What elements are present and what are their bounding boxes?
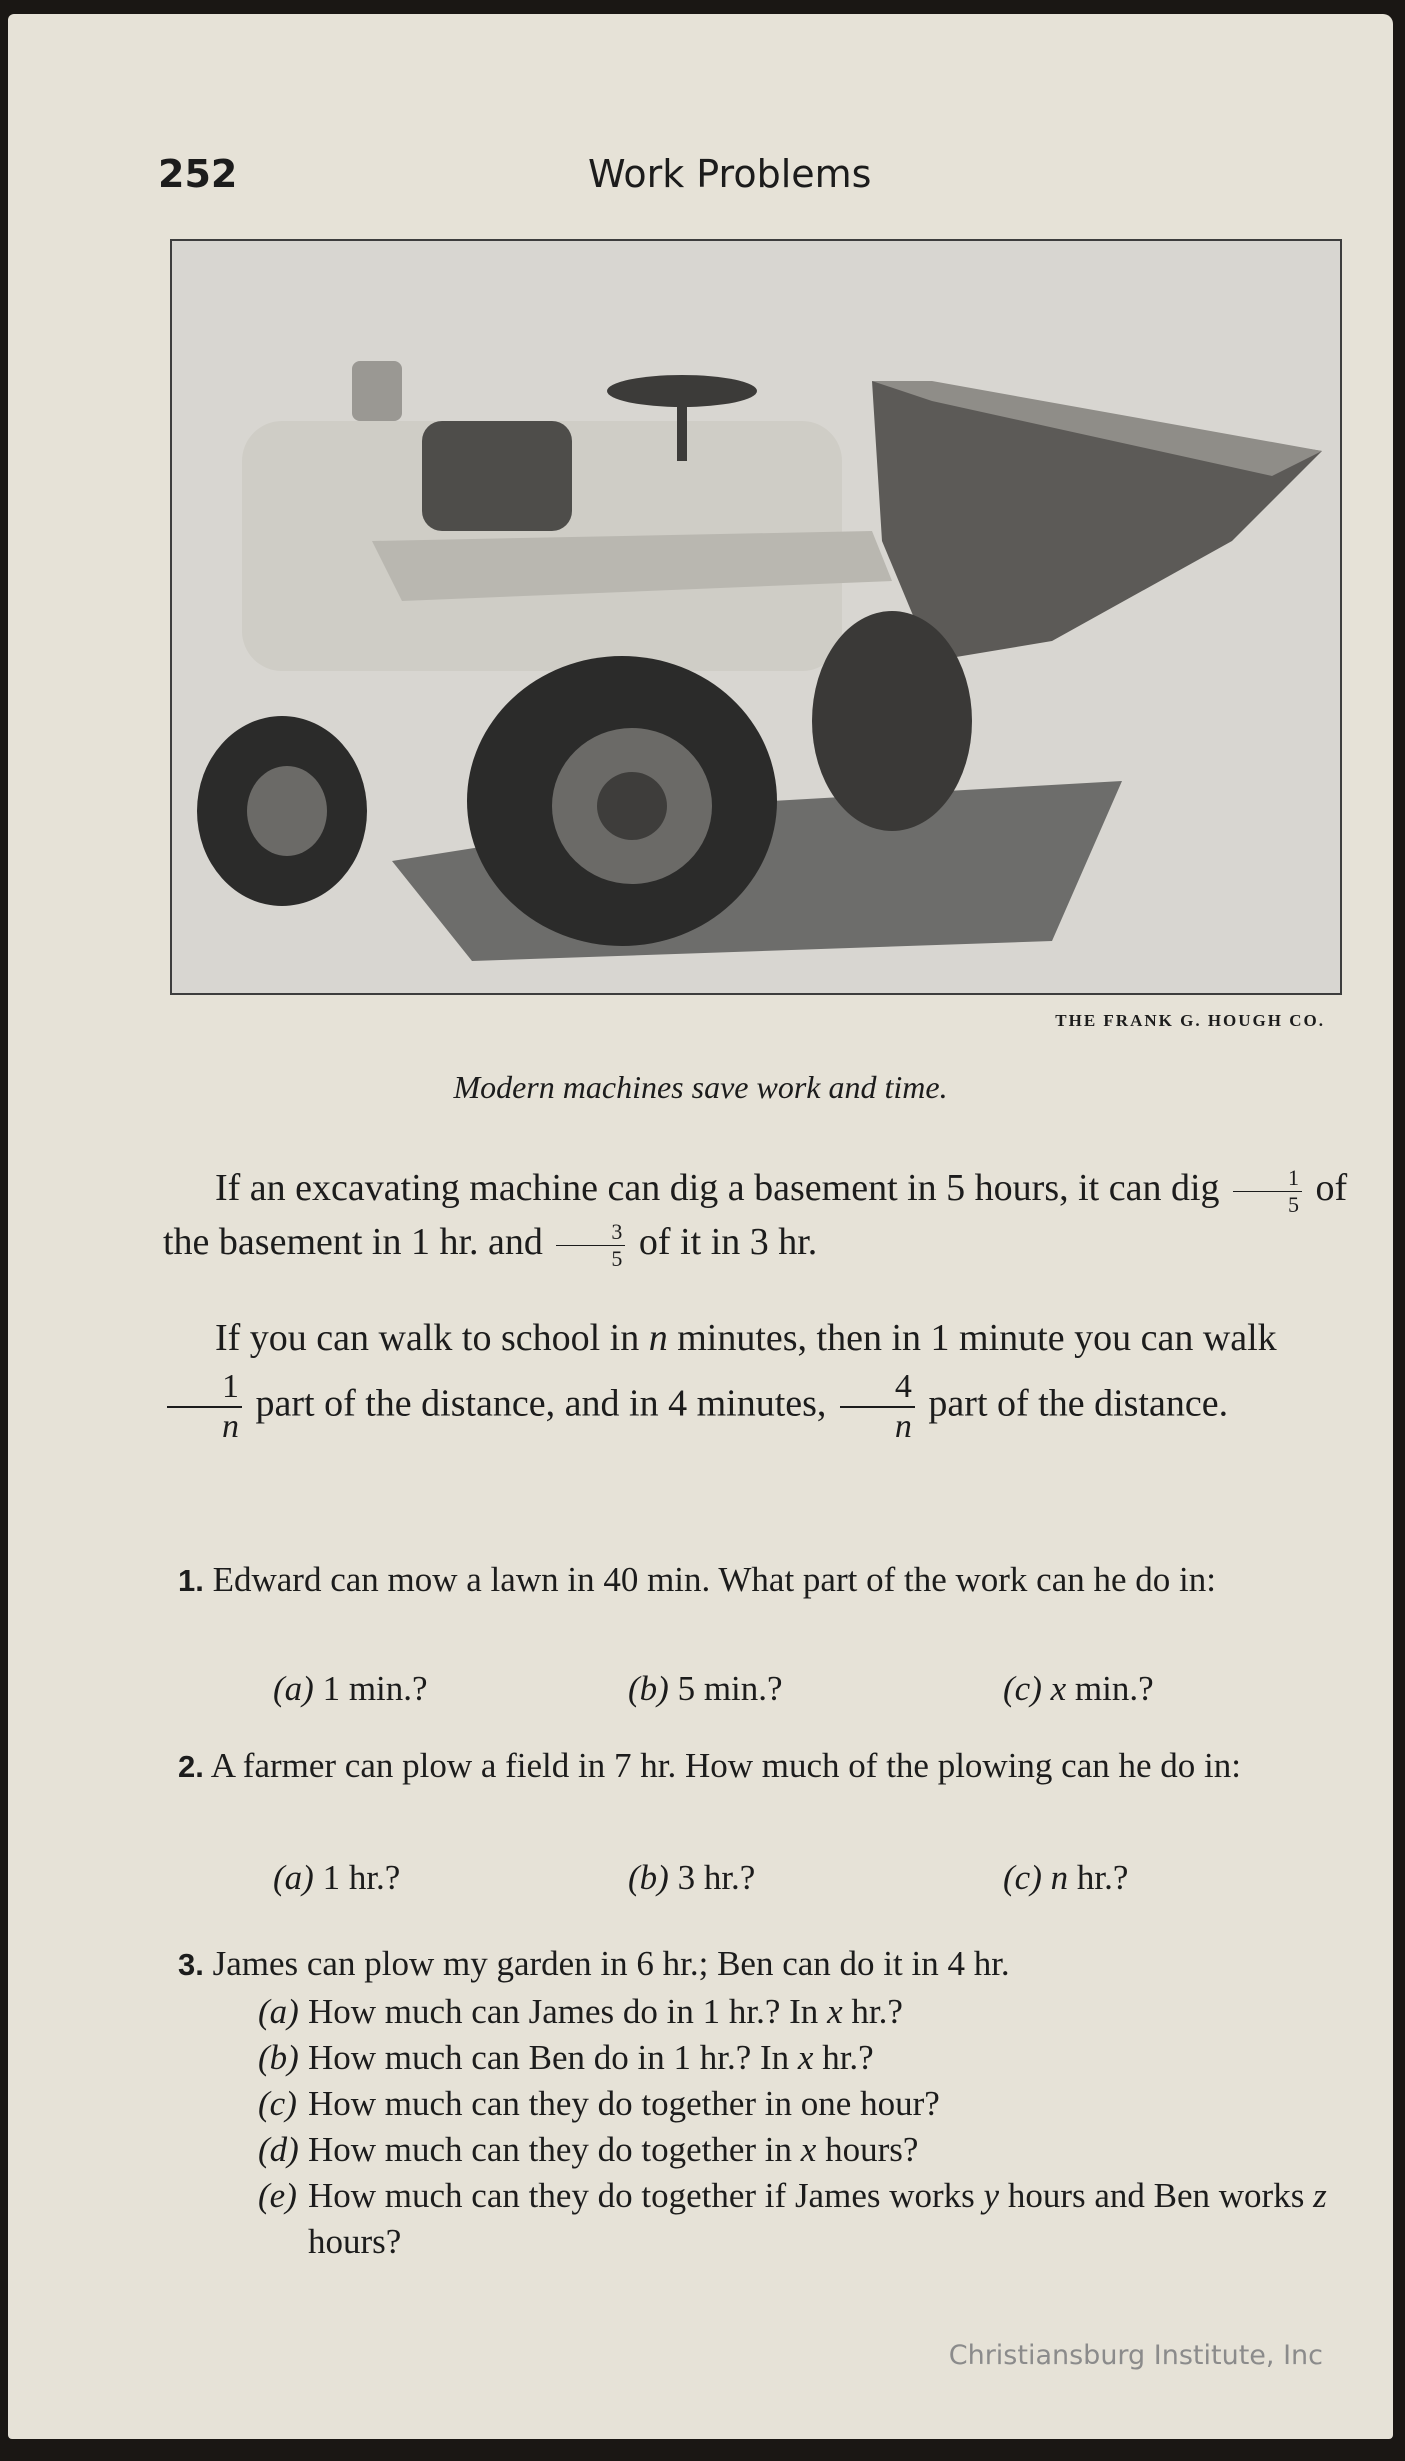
part-text: How much can they do together in one hour? bbox=[308, 2084, 940, 2123]
intro-paragraph-2 bbox=[163, 1306, 1358, 1444]
intro-p2-text-d: part of the distance. bbox=[928, 1382, 1229, 1425]
part-label: (a) bbox=[258, 1992, 299, 2031]
option-label: (b) bbox=[628, 1669, 669, 1708]
option-label: (c) bbox=[1003, 1669, 1042, 1708]
part-text-1: How much can they do together if James works bbox=[308, 2176, 975, 2215]
intro-p1-text-c: of it in 3 hr. bbox=[638, 1220, 818, 1263]
book-page bbox=[8, 14, 1393, 2439]
option-text: 1 min.? bbox=[322, 1669, 428, 1708]
option-a bbox=[273, 1669, 428, 1709]
intro-p2-text-a: If you can walk to school in bbox=[215, 1317, 640, 1359]
option-b bbox=[628, 1858, 755, 1898]
fraction-denominator: n bbox=[222, 1408, 239, 1445]
variable-x: x bbox=[797, 2038, 814, 2077]
fraction-four-over-n bbox=[840, 1370, 915, 1444]
page-number: 252 bbox=[158, 152, 238, 196]
part-b bbox=[258, 2035, 1368, 2081]
variable-x: x bbox=[800, 2130, 817, 2169]
figure-caption: Modern machines save work and time. bbox=[453, 1069, 948, 1105]
problem-3 bbox=[178, 1940, 1358, 1989]
fraction-one-over-n bbox=[167, 1370, 242, 1444]
option-c bbox=[1003, 1669, 1154, 1709]
problem-number: 2. bbox=[178, 1749, 204, 1784]
part-text bbox=[308, 2173, 1368, 2265]
option-label: (c) bbox=[1003, 1858, 1042, 1897]
part-text-1: How much can James do in 1 hr.? In bbox=[308, 1992, 819, 2031]
fraction-numerator: 1 bbox=[167, 1370, 242, 1408]
fraction-one-fifth bbox=[1233, 1164, 1302, 1217]
part-label: (c) bbox=[258, 2084, 297, 2123]
excavating-machine-photo bbox=[170, 239, 1342, 995]
part-text-2: hours? bbox=[825, 2130, 919, 2169]
variable-y: y bbox=[983, 2176, 1000, 2215]
part-a bbox=[258, 1989, 1368, 2035]
problem-1 bbox=[178, 1556, 1358, 1605]
fraction-denominator: 5 bbox=[611, 1245, 623, 1271]
problem-2 bbox=[178, 1742, 1358, 1791]
part-label: (b) bbox=[258, 2038, 299, 2077]
intro-p2-text-b: minutes, then in 1 minute you can walk bbox=[677, 1317, 1277, 1359]
part-e bbox=[258, 2173, 1368, 2265]
part-text-2: hours and Ben works bbox=[1007, 2176, 1305, 2215]
part-text bbox=[308, 2035, 874, 2081]
option-a bbox=[273, 1858, 400, 1898]
problem-text: James can plow my garden in 6 hr.; Ben can do it in 4 hr. bbox=[212, 1944, 1010, 1983]
machine-illustration bbox=[172, 241, 1340, 993]
option-c bbox=[1003, 1858, 1128, 1898]
option-text: 5 min.? bbox=[677, 1669, 783, 1708]
part-d bbox=[258, 2127, 1368, 2173]
problem-text: Edward can mow a lawn in 40 min. What part of the work can he do in: bbox=[212, 1560, 1216, 1599]
part-label: (e) bbox=[258, 2176, 297, 2215]
watermark: Christiansburg Institute, Inc bbox=[948, 2340, 1323, 2371]
problem-3-parts bbox=[258, 1989, 1368, 2265]
variable-n: n bbox=[1050, 1858, 1069, 1897]
fraction-denominator: n bbox=[894, 1408, 912, 1445]
variable-z: z bbox=[1313, 2176, 1327, 2215]
option-text: min.? bbox=[1074, 1669, 1154, 1708]
part-text-2: hr.? bbox=[822, 2038, 874, 2077]
intro-p1-text-a: If an excavating machine can dig a basement in 5 hours, it can dig bbox=[215, 1167, 1220, 1209]
photo-credit: THE FRANK G. HOUGH CO. bbox=[1055, 1011, 1325, 1030]
option-label: (b) bbox=[628, 1858, 669, 1897]
part-text bbox=[308, 1989, 903, 2035]
fraction-denominator: 5 bbox=[1288, 1191, 1300, 1217]
option-b bbox=[628, 1669, 783, 1709]
fraction-three-fifths bbox=[556, 1218, 625, 1271]
problem-text: A farmer can plow a field in 7 hr. How much of the plowing can he do in: bbox=[210, 1746, 1241, 1785]
part-c bbox=[258, 2081, 1368, 2127]
problem-number: 3. bbox=[178, 1947, 204, 1982]
intro-p2-text-c: part of the distance, and in 4 minutes, bbox=[255, 1382, 827, 1425]
option-text: hr.? bbox=[1076, 1858, 1129, 1897]
part-text-2: hr.? bbox=[851, 1992, 903, 2031]
intro-paragraph-1 bbox=[163, 1162, 1358, 1270]
variable-x: x bbox=[1050, 1669, 1067, 1708]
option-label: (a) bbox=[273, 1858, 314, 1897]
fraction-numerator: 1 bbox=[1233, 1167, 1302, 1192]
part-text bbox=[308, 2127, 918, 2173]
problem-number: 1. bbox=[178, 1563, 204, 1598]
fraction-numerator: 4 bbox=[840, 1370, 915, 1408]
running-head: Work Problems bbox=[588, 152, 872, 196]
part-label: (d) bbox=[258, 2130, 299, 2169]
option-label: (a) bbox=[273, 1669, 314, 1708]
intro-p1-text-b: of the basement in 1 hr. and bbox=[163, 1167, 1348, 1263]
part-text-1: How much can Ben do in 1 hr.? In bbox=[308, 2038, 790, 2077]
part-text-3: hours? bbox=[308, 2222, 402, 2261]
option-text: 1 hr.? bbox=[322, 1858, 401, 1897]
fraction-numerator: 3 bbox=[556, 1221, 625, 1246]
variable-x: x bbox=[827, 1992, 843, 2031]
option-text: 3 hr.? bbox=[677, 1858, 756, 1897]
variable-n: n bbox=[648, 1317, 668, 1359]
part-text-1: How much can they do together in bbox=[308, 2130, 793, 2169]
